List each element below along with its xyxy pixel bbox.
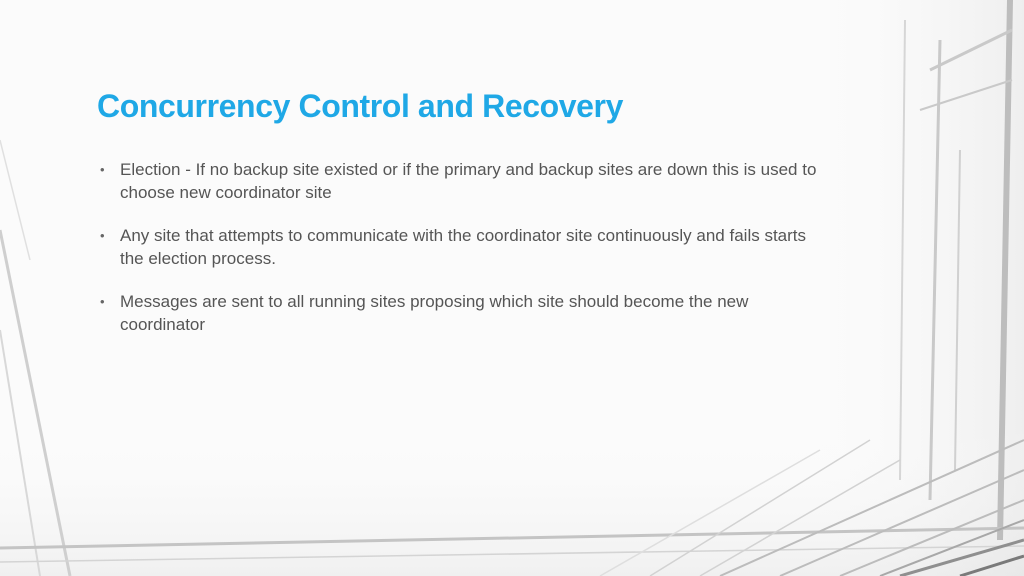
bullet-list [98, 158, 818, 356]
bullet-dot-icon: • [100, 162, 105, 177]
bullet-text: Election - If no backup site existed or if the primary and backup sites are down this is used to choose new coordinator site [120, 160, 817, 202]
bullet-item [98, 158, 818, 204]
bullet-dot-icon: • [100, 228, 105, 243]
bullet-item [98, 224, 818, 270]
slide-title: Concurrency Control and Recovery [97, 88, 623, 124]
bullet-item [98, 290, 818, 336]
bullet-text: Any site that attempts to communicate with the coordinator site continuously and fails starts the election process. [120, 226, 807, 268]
bullet-dot-icon: • [100, 294, 105, 309]
bullet-text: Messages are sent to all running sites proposing which site should become the new coordinator [120, 292, 749, 334]
